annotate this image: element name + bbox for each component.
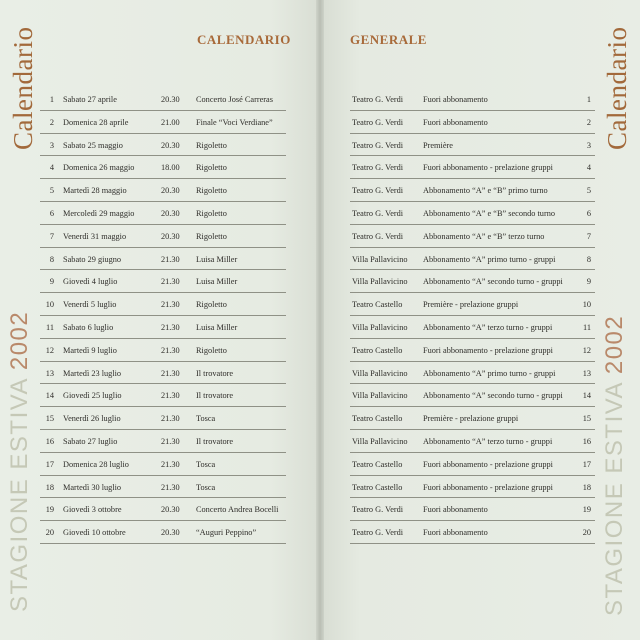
performance-date: Giovedì 25 luglio (63, 391, 122, 401)
row-number: 11 (583, 322, 591, 332)
table-row (40, 156, 286, 179)
table-row (350, 453, 595, 476)
venue: Teatro Castello (352, 414, 403, 424)
row-number: 2 (586, 117, 591, 127)
schedule-table-right (350, 88, 595, 544)
performance-title: Il trovatore (196, 391, 234, 401)
table-row (350, 316, 595, 339)
row-number: 4 (586, 163, 591, 173)
performance-title: Luisa Miller (196, 322, 238, 332)
performance-time: 21.30 (161, 345, 180, 355)
table-row (40, 111, 286, 134)
performance-title: Luisa Miller (196, 277, 238, 287)
row-number: 13 (582, 368, 591, 378)
season-year: 2002 (601, 314, 628, 375)
row-number: 2 (49, 117, 54, 127)
table-row (40, 362, 286, 385)
performance-date: Martedì 23 luglio (63, 368, 122, 378)
row-number: 15 (45, 414, 54, 424)
performance-date: Martedì 30 luglio (63, 482, 122, 492)
table-row (350, 134, 595, 157)
table-row (350, 362, 595, 385)
performance-date: Sabato 6 luglio (63, 322, 114, 332)
subscription-notes: Abbonamento “A” e “B” secondo turno (423, 208, 556, 218)
subscription-notes: Abbonamento “A” terzo turno - gruppi (423, 322, 553, 332)
venue: Villa Pallavicino (352, 391, 408, 401)
table-row (350, 498, 595, 521)
performance-date: Martedì 28 maggio (63, 186, 127, 196)
venue: Teatro G. Verdi (352, 528, 404, 538)
table-row (350, 225, 595, 248)
row-number: 14 (582, 391, 591, 401)
performance-title: Concerto José Carreras (196, 95, 273, 104)
row-number: 18 (582, 482, 591, 492)
table-row (40, 179, 286, 202)
venue: Teatro Castello (352, 459, 403, 469)
table-row (350, 88, 595, 111)
subscription-notes: Abbonamento “A” primo turno - gruppi (423, 368, 556, 378)
performance-time: 21.30 (161, 254, 180, 264)
performance-time: 21.30 (161, 391, 180, 401)
performance-title: “Auguri Peppino” (196, 528, 257, 538)
table-row (40, 476, 286, 499)
performance-date: Domenica 28 luglio (63, 459, 129, 469)
performance-title: Concerto Andrea Bocelli (196, 505, 279, 515)
schedule-table-left (40, 88, 286, 544)
performance-time: 20.30 (161, 505, 180, 515)
venue: Villa Pallavicino (352, 254, 408, 264)
table-row (40, 248, 286, 271)
venue: Teatro G. Verdi (352, 117, 404, 127)
row-number: 8 (586, 254, 591, 264)
row-number: 1 (586, 95, 591, 104)
subscription-notes: Fuori abbonamento - prelazione gruppi (423, 482, 553, 492)
performance-date: Venerdì 26 luglio (63, 414, 121, 424)
row-number: 6 (49, 208, 54, 218)
performance-title: Il trovatore (196, 368, 234, 378)
performance-time: 18.00 (161, 163, 180, 173)
performance-time: 21.30 (161, 482, 180, 492)
subscription-notes: Abbonamento “A” primo turno - gruppi (423, 254, 556, 264)
performance-title: Rigoletto (196, 300, 227, 310)
subscription-notes: Abbonamento “A” secondo turno - gruppi (423, 391, 563, 401)
performance-title: Rigoletto (196, 231, 227, 241)
subscription-notes: Fuori abbonamento - prelazione gruppi (423, 163, 553, 173)
table-row (350, 430, 595, 453)
performance-time: 21.30 (161, 322, 180, 332)
venue: Teatro G. Verdi (352, 163, 404, 173)
subscription-notes: Abbonamento “A” e “B” primo turno (423, 186, 548, 196)
row-number: 17 (582, 459, 591, 469)
table-row (40, 270, 286, 293)
season-label-right (601, 315, 629, 616)
row-number: 6 (586, 208, 591, 218)
performance-date: Mercoledì 29 maggio (63, 208, 135, 218)
row-number: 7 (586, 231, 591, 241)
performance-date: Sabato 27 luglio (63, 436, 118, 446)
table-row (350, 202, 595, 225)
table-row (350, 339, 595, 362)
subscription-notes: Première (423, 140, 453, 150)
performance-title: Il trovatore (196, 436, 234, 446)
subscription-notes: Abbonamento “A” terzo turno - gruppi (423, 436, 553, 446)
venue: Villa Pallavicino (352, 368, 408, 378)
row-number: 3 (49, 140, 54, 150)
venue: Villa Pallavicino (352, 436, 408, 446)
header-calendario: CALENDARIO (197, 32, 291, 47)
table-row (350, 248, 595, 271)
venue: Villa Pallavicino (352, 322, 408, 332)
table-row (350, 111, 595, 134)
venue: Teatro G. Verdi (352, 140, 404, 150)
performance-time: 21.30 (161, 368, 180, 378)
performance-time: 21.30 (161, 300, 180, 310)
performance-time: 20.30 (161, 528, 180, 538)
subscription-notes: Première - prelazione gruppi (423, 414, 519, 424)
venue: Villa Pallavicino (352, 277, 408, 287)
performance-title: Rigoletto (196, 208, 227, 218)
performance-title: Rigoletto (196, 140, 227, 150)
side-title-left: Calendario (8, 26, 38, 150)
season-label-left (6, 311, 34, 612)
performance-time: 20.30 (161, 95, 180, 104)
performance-date: Sabato 29 giugno (63, 254, 122, 264)
season-text: STAGIONE ESTIVA (601, 382, 628, 616)
performance-date: Giovedì 3 ottobre (63, 505, 122, 515)
performance-title: Tosca (196, 414, 216, 424)
row-number: 19 (582, 505, 591, 515)
table-row (40, 316, 286, 339)
performance-date: Venerdì 31 maggio (63, 231, 127, 241)
row-number: 13 (45, 368, 54, 378)
subscription-notes: Abbonamento “A” secondo turno - gruppi (423, 277, 563, 287)
table-row (40, 293, 286, 316)
performance-title: Tosca (196, 482, 216, 492)
table-row (350, 476, 595, 499)
performance-time: 21.30 (161, 436, 180, 446)
performance-title: Tosca (196, 459, 216, 469)
row-number: 14 (45, 391, 54, 401)
row-number: 7 (49, 231, 54, 241)
table-row (350, 156, 595, 179)
performance-time: 20.30 (161, 231, 180, 241)
table-row (40, 498, 286, 521)
performance-time: 21.30 (161, 414, 180, 424)
row-number: 20 (582, 528, 591, 538)
performance-time: 21.30 (161, 459, 180, 469)
table-row (40, 134, 286, 157)
venue: Teatro G. Verdi (352, 505, 404, 515)
table-row (350, 179, 595, 202)
row-number: 5 (49, 186, 54, 196)
row-number: 3 (586, 140, 591, 150)
performance-date: Domenica 28 aprile (63, 117, 129, 127)
table-row (350, 384, 595, 407)
header-generale: GENERALE (350, 32, 427, 47)
table-row (350, 521, 595, 544)
performance-date: Domenica 26 maggio (63, 163, 135, 173)
table-row (40, 339, 286, 362)
table-row (40, 407, 286, 430)
row-number: 18 (45, 482, 54, 492)
table-row (40, 225, 286, 248)
row-number: 8 (49, 254, 54, 264)
row-number: 16 (45, 436, 54, 446)
performance-date: Giovedì 4 luglio (63, 277, 118, 287)
row-number: 10 (582, 300, 591, 310)
performance-title: Finale “Voci Verdiane” (196, 117, 273, 127)
performance-time: 20.30 (161, 208, 180, 218)
subscription-notes: Fuori abbonamento (423, 528, 488, 538)
table-row (40, 88, 286, 111)
side-title-right: Calendario (602, 26, 632, 150)
performance-time: 21.00 (161, 117, 180, 127)
row-number: 17 (45, 459, 54, 469)
table-row (40, 202, 286, 225)
venue: Teatro G. Verdi (352, 231, 404, 241)
venue: Teatro G. Verdi (352, 208, 404, 218)
subscription-notes: Première - prelazione gruppi (423, 300, 519, 310)
performance-title: Rigoletto (196, 163, 227, 173)
performance-date: Sabato 27 aprile (63, 95, 117, 104)
row-number: 19 (45, 505, 54, 515)
row-number: 12 (45, 345, 54, 355)
performance-title: Rigoletto (196, 186, 227, 196)
performance-date: Giovedì 10 ottobre (63, 528, 126, 538)
subscription-notes: Fuori abbonamento (423, 95, 488, 104)
row-number: 15 (582, 414, 591, 424)
table-row (350, 270, 595, 293)
subscription-notes: Fuori abbonamento - prelazione gruppi (423, 459, 553, 469)
row-number: 16 (582, 436, 591, 446)
performance-time: 21.30 (161, 277, 180, 287)
row-number: 9 (49, 277, 54, 287)
table-row (40, 521, 286, 544)
row-number: 5 (586, 186, 591, 196)
row-number: 20 (45, 528, 54, 538)
venue: Teatro Castello (352, 300, 403, 310)
season-year: 2002 (6, 310, 33, 371)
performance-title: Rigoletto (196, 345, 227, 355)
row-number: 1 (49, 95, 54, 104)
table-row (40, 453, 286, 476)
table-row (40, 430, 286, 453)
book-spine (316, 0, 324, 640)
performance-time: 20.30 (161, 186, 180, 196)
season-text: STAGIONE ESTIVA (6, 378, 33, 612)
table-row (40, 384, 286, 407)
subscription-notes: Fuori abbonamento (423, 117, 488, 127)
row-number: 9 (586, 277, 591, 287)
performance-date: Sabato 25 maggio (63, 140, 123, 150)
performance-date: Venerdì 5 luglio (63, 300, 117, 310)
table-row (350, 407, 595, 430)
venue: Teatro G. Verdi (352, 186, 404, 196)
venue: Teatro Castello (352, 345, 403, 355)
subscription-notes: Abbonamento “A” e “B” terzo turno (423, 231, 545, 241)
table-row (350, 293, 595, 316)
row-number: 4 (49, 163, 54, 173)
row-number: 11 (46, 322, 54, 332)
subscription-notes: Fuori abbonamento (423, 505, 488, 515)
row-number: 12 (582, 345, 591, 355)
performance-title: Luisa Miller (196, 254, 238, 264)
venue: Teatro G. Verdi (352, 95, 404, 104)
performance-time: 20.30 (161, 140, 180, 150)
performance-date: Martedì 9 luglio (63, 345, 117, 355)
subscription-notes: Fuori abbonamento - prelazione gruppi (423, 345, 553, 355)
row-number: 10 (45, 300, 54, 310)
venue: Teatro Castello (352, 482, 403, 492)
